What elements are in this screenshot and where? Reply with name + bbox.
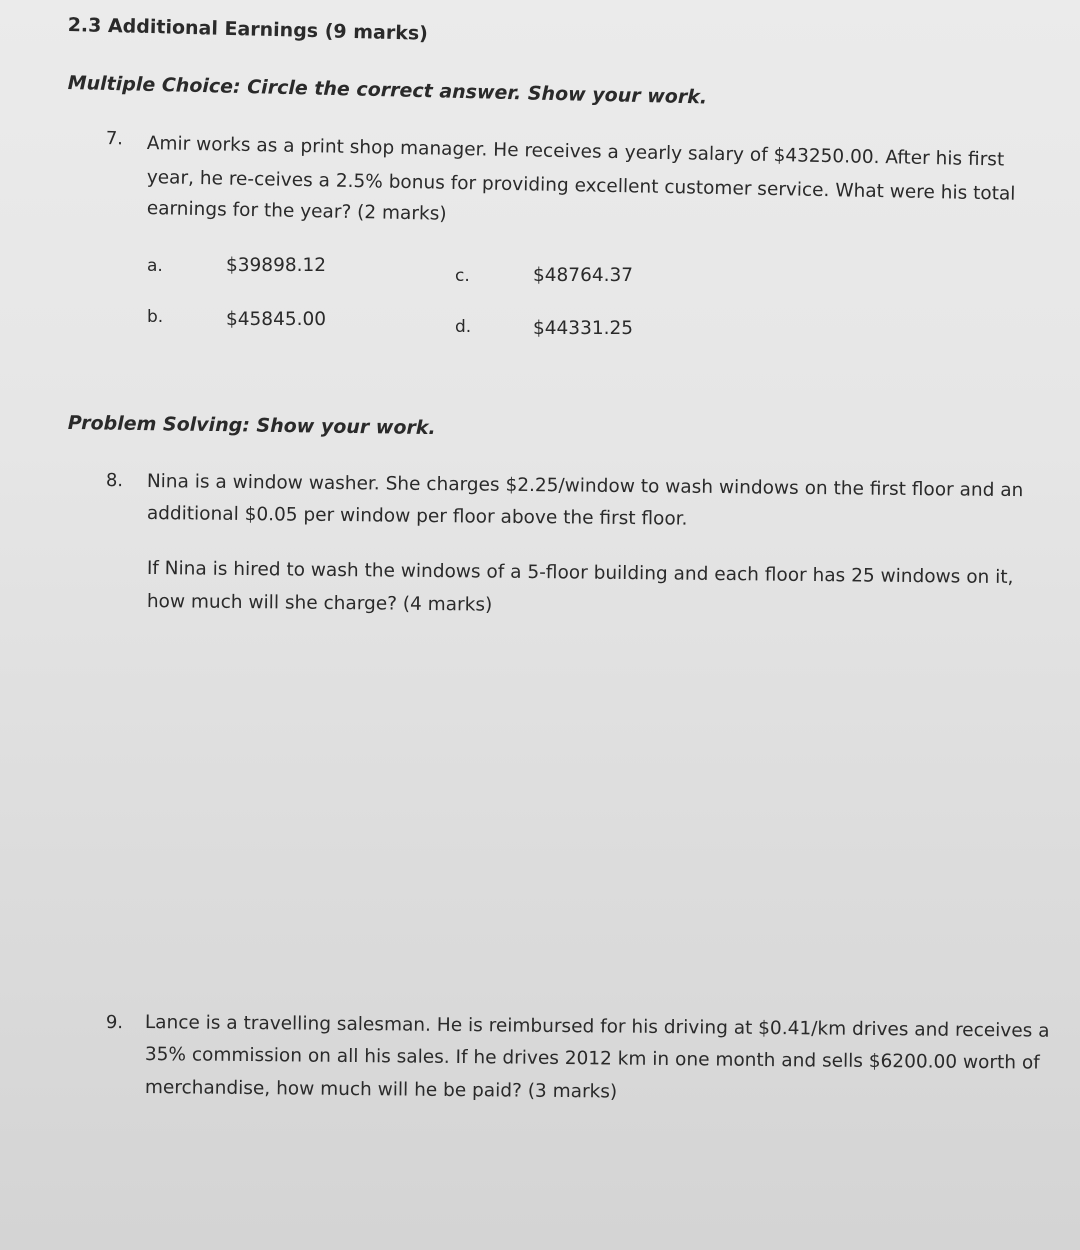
- option-value: $48764.37: [533, 265, 634, 286]
- option-value: $44331.25: [533, 318, 634, 339]
- option-value: $39898.12: [226, 255, 327, 276]
- question-number: 8.: [105, 470, 124, 492]
- question-text-line: year, he re-ceives a 2.5% bonus for providing excellent customer service. What were his total: [146, 167, 1016, 205]
- question-text-line: If Nina is hired to wash the windows of a 5-floor building and each floor has 25 windows on it,: [146, 558, 1014, 589]
- problem-solving-instructions: Problem Solving: Show your work.: [67, 412, 436, 440]
- question-number: 7.: [105, 128, 124, 150]
- question-text-line: 35% commission on all his sales. If he drives 2012 km in one month and sells $6200.00 worth of: [144, 1044, 1040, 1074]
- question-text-line: merchandise, how much will he be paid? (3 marks): [144, 1077, 618, 1103]
- option-letter: a.: [147, 256, 163, 276]
- option-letter: b.: [147, 307, 164, 327]
- question-text-line: earnings for the year? (2 marks): [146, 198, 447, 225]
- option-letter: d.: [455, 317, 472, 337]
- question-text-line: Amir works as a print shop manager. He receives a yearly salary of $43250.00. After his first: [146, 133, 1005, 171]
- question-number: 9.: [105, 1012, 124, 1034]
- section-title: 2.3 Additional Earnings (9 marks): [67, 14, 429, 45]
- question-text-line: Lance is a travelling salesman. He is reimbursed for his driving at $0.41/km drives and receives a: [144, 1012, 1050, 1042]
- question-text-line: Nina is a window washer. She charges $2.25/window to wash windows on the first floor and an: [146, 471, 1024, 502]
- question-text-line: additional $0.05 per window per floor above the first floor.: [146, 503, 688, 530]
- question-text-line: how much will she charge? (4 marks): [146, 591, 493, 616]
- multiple-choice-instructions: Multiple Choice: Circle the correct answer. Show your work.: [67, 72, 708, 109]
- option-letter: c.: [455, 266, 470, 286]
- option-value: $45845.00: [226, 309, 327, 330]
